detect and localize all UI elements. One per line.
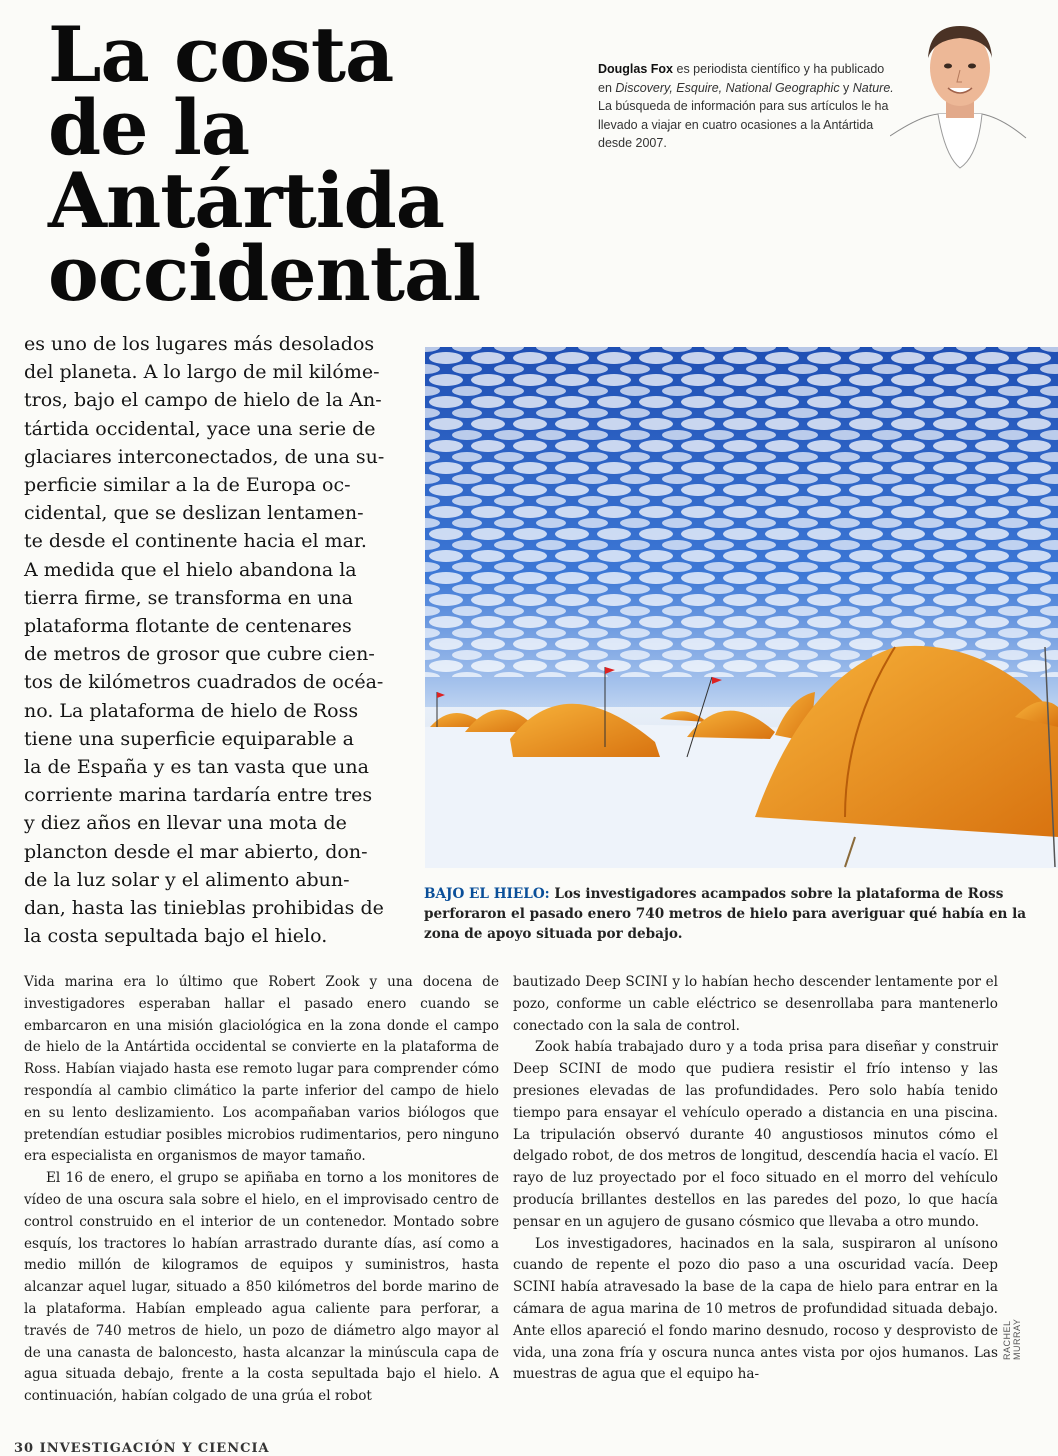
- lead-line: tierra firme, se transforma en una: [24, 586, 353, 609]
- lead-line: tiene una superficie equiparable a: [24, 727, 354, 750]
- lead-line: la costa sepultada bajo el hielo.: [24, 925, 328, 948]
- lead-line: no. La plataforma de hielo de Ross: [24, 699, 359, 722]
- lead-line: A medida que el hielo abandona la: [24, 558, 357, 581]
- body-paragraph: El 16 de enero, el grupo se apiñaba en torno a los monitores de vídeo de una oscura sala sobre el hielo, en el improvisado centro de control construido en el interior de un contenedor. Montado sobre esquís, los tractores lo habían arrastrado durante días, así como a medio millón de kilogramos de equipos y suministros, hasta alcanzar aquel lugar, situado a 850 kilómetros del borde marino de la plataforma. Habían empleado agua caliente para perforar, a través de 740 metros de hielo, un pozo de diámetro algo mayor al de una canasta de baloncesto, hasta alcanzar la minúscula capa de agua situada debajo, frente a la costa sepultada bajo el hielo. A continuación, habían colgado de una grúa el robot: [24, 1170, 499, 1405]
- author-bio: [598, 60, 898, 153]
- author-bio-text: desde 2007.: [598, 136, 667, 150]
- body-column-right: [513, 972, 998, 1386]
- body-paragraph: Vida marina era lo último que Robert Zook y una docena de investigadores esperaban hallar el pasado enero cuando se embarcaron en una misión glaciológica en la zona donde el campo de hielo de la Antártida occidental se convierte en la plataforma de Ross. Habían viajado hasta ese remoto lugar para comprender cómo respondía al cambio climático la parte inferior del campo de hielo en su lento deslizamiento. Los acompañaban varios biólogos que pretendían estudiar posibles microbios rudimentarios, pero ninguno era especialista en organismos de mayor tamaño.: [24, 974, 499, 1165]
- lead-line: tártida occidental, yace una serie de: [24, 417, 376, 440]
- article-title: [48, 10, 508, 318]
- antarctic-camp-photo: [425, 347, 1058, 868]
- body-paragraph: Zook había trabajado duro y a toda prisa para diseñar y construir Deep SCINI de modo que pudiera resistir el frío intenso y las presiones elevadas de las profundidades. Pero solo había tenido tiempo para ensayar el vehículo operado a distancia en una piscina. La tripulación observó durante 40 angustiosos minutos cómo el delgado robot, de dos metros de longitud, descendía hacia el vacío. El rayo de luz proyectado por el foco situado en el morro del vehículo producía brillantes destellos en las paredes del pozo, lo que hacía pensar en un agujero de gusano cósmico que llevaba a otro mundo.: [513, 1039, 998, 1230]
- author-publication-last: Nature.: [852, 80, 894, 95]
- lead-line: glaciares interconectados, de una su-: [24, 445, 385, 468]
- photo-caption: [424, 884, 1029, 944]
- title-line: Antártida: [48, 156, 444, 245]
- lead-line: perficie similar a la de Europa oc-: [24, 474, 351, 497]
- author-bio-text: La búsqueda de información para sus artículos le ha: [598, 99, 889, 113]
- photo-credit: RACHEL MURRAY: [1002, 1318, 1022, 1360]
- lead-line: es uno de los lugares más desolados: [24, 333, 375, 355]
- lead-line: de metros de grosor que cubre cien-: [24, 643, 375, 666]
- author-bio-text: en: [598, 80, 616, 95]
- lead-line: corriente marina tardaría entre tres: [24, 784, 373, 807]
- lead-line: cidental, que se deslizan lentamen-: [24, 502, 364, 525]
- lead-line: de la luz solar y el alimento abun-: [24, 868, 350, 891]
- lead-line: te desde el continente hacia el mar.: [24, 530, 367, 553]
- lead-line: y diez años en llevar una mota de: [24, 812, 347, 835]
- body-paragraph: Los investigadores, hacinados en la sala, suspiraron al unísono cuando de repente el pozo dio paso a una oscuridad vacía. Deep SCINI había atravesado la base de la capa de hielo para entrar en la cámara de agua marina de 10 metros de profundidad situada debajo. Ante ellos apareció el fondo marino desnudo, rocoso y desprovisto de vida, una zona fría y oscura nunca antes vista por ojos humanos. Las muestras de agua que el equipo ha-: [513, 1235, 998, 1383]
- title-line: de la: [48, 83, 250, 172]
- caption-text: Los investigadores acampados sobre la plataforma de Ross perforaron el pasado enero 740 metros de hielo para averiguar qué había en la zona de apoyo situada por debajo.: [424, 886, 1027, 942]
- author-name: Douglas Fox: [598, 62, 674, 76]
- title-line: La costa: [48, 10, 394, 99]
- author-publications: Discovery, Esquire, National Geographic: [615, 80, 840, 95]
- lead-line: tros, bajo el campo de hielo de la An-: [24, 389, 382, 412]
- lead-line: plancton desde el mar abierto, don-: [24, 840, 368, 863]
- lead-line: tos de kilómetros cuadrados de océa-: [24, 671, 384, 694]
- lead-line: plataforma flotante de centenares: [24, 615, 352, 638]
- lead-line: del planeta. A lo largo de mil kilóme-: [24, 361, 380, 384]
- page-footer: 30 INVESTIGACIÓN Y CIENCIA: [14, 1441, 270, 1456]
- author-bio-text: llevado a viajar en cuatro ocasiones a la Antártida: [598, 117, 874, 132]
- body-column-left: [24, 972, 499, 1408]
- author-portrait: [890, 16, 1030, 176]
- author-bio-text: y: [839, 80, 853, 95]
- body-paragraph: bautizado Deep SCINI y lo habían hecho descender lentamente por el pozo, conforme un cable eléctrico se desenrollaba para mantenerlo conectado con la sala de control.: [513, 974, 998, 1034]
- caption-label: BAJO EL HIELO:: [424, 886, 550, 902]
- lead-line: la de España y es tan vasta que una: [24, 756, 369, 779]
- lead-paragraph: [24, 330, 396, 950]
- lead-line: dan, hasta las tinieblas prohibidas de: [24, 897, 384, 920]
- title-line: occidental: [48, 229, 481, 318]
- author-bio-text: es periodista científico y ha publicado: [673, 62, 885, 76]
